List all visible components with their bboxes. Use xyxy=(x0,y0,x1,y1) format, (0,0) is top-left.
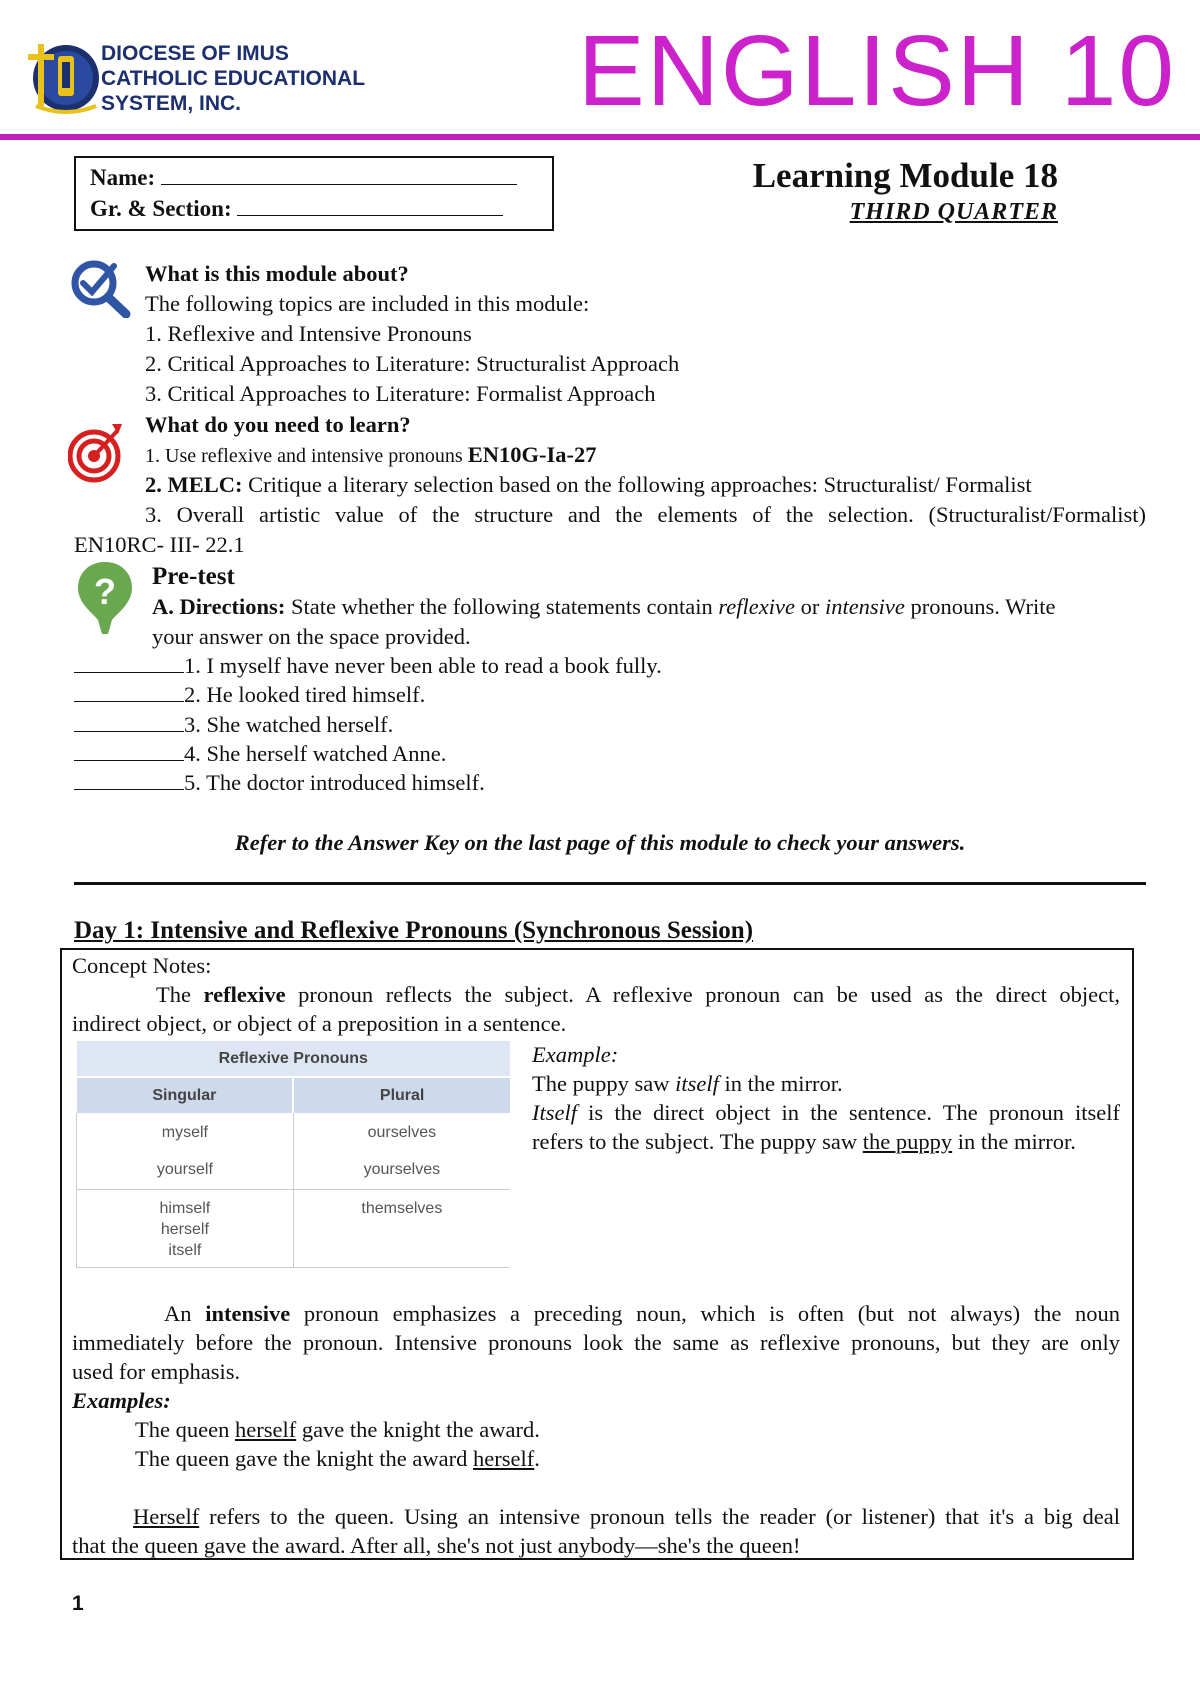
intensive-word: intensive xyxy=(824,594,905,619)
topic-item: 1. Reflexive and Intensive Pronouns xyxy=(145,321,472,346)
topic-item: 3. Critical Approaches to Literature: Formalist Approach xyxy=(145,381,656,406)
pretest-item xyxy=(74,768,485,798)
table-row xyxy=(77,1113,511,1190)
table-cell: yourself xyxy=(156,1161,213,1178)
logo xyxy=(22,34,104,114)
answer-blank[interactable] xyxy=(74,760,184,761)
learn-item-3-code: EN10RC- III- 22.1 xyxy=(74,532,245,557)
intensive-pre: An xyxy=(164,1301,206,1326)
final-text: refers to the queen. Using an intensive pronoun tells the reader (or listener) that it's a big deal xyxy=(199,1504,1120,1529)
pretest-directions-line-2: your answer on the space provided. xyxy=(152,624,471,649)
table-row xyxy=(77,1190,511,1268)
logo-line-3: SYSTEM, INC. xyxy=(101,92,242,115)
reflexive-paragraph-1 xyxy=(156,980,1120,1010)
learn-item-3: 3. Overall artistic value of the structure and the elements of the selection. (Structuralist/Formalist) xyxy=(145,502,1146,527)
pretest-item-text: 5. The doctor introduced himself. xyxy=(184,770,485,795)
intensive-example-2 xyxy=(135,1444,540,1474)
name-label: Name: xyxy=(90,165,156,190)
target-icon xyxy=(68,418,124,489)
ex1-underlined: herself xyxy=(234,1417,297,1442)
answer-blank[interactable] xyxy=(74,701,184,702)
learn-item-1-text: 1. Use reflexive and intensive pronouns xyxy=(145,445,468,467)
ex2-pre: The queen gave the knight the award xyxy=(135,1446,473,1471)
svg-text:?: ? xyxy=(94,571,116,612)
explain-post: in the mirror. xyxy=(952,1129,1076,1154)
table-cell: myself xyxy=(161,1124,208,1141)
example-label: Example: xyxy=(532,1042,619,1067)
intensive-paragraph-3: used for emphasis. xyxy=(72,1359,241,1384)
page-number: 1 xyxy=(72,1592,84,1615)
explain-text: is the direct object in the sentence. The pronoun itself xyxy=(577,1100,1120,1125)
learn-item-1-code: EN10G-Ia-27 xyxy=(467,442,597,467)
pretest-item-text: 4. She herself watched Anne. xyxy=(184,741,447,766)
ex2-post: . xyxy=(534,1446,540,1471)
directions-label: A. Directions: xyxy=(152,594,286,619)
pretest-item xyxy=(74,680,425,710)
header-divider xyxy=(0,134,1200,140)
learn-item-1 xyxy=(145,440,596,472)
about-heading: What is this module about? xyxy=(145,261,409,286)
or-word: or xyxy=(794,594,825,619)
about-intro: The following topics are included in this module: xyxy=(145,291,590,316)
pretest-item-text: 2. He looked tired himself. xyxy=(184,682,426,707)
intensive-word-bold: intensive xyxy=(205,1301,291,1326)
table-title: Reflexive Pronouns xyxy=(77,1041,511,1077)
explain-pre: refers to the subject. The puppy saw xyxy=(532,1129,863,1154)
explain-word: Itself xyxy=(532,1100,577,1125)
table-cell: ourselves xyxy=(367,1124,437,1141)
section-field[interactable] xyxy=(237,215,503,216)
intensive-example-1 xyxy=(135,1415,540,1445)
examples-label: Examples: xyxy=(72,1388,171,1413)
example-explain-2 xyxy=(532,1127,1076,1157)
subject-title: ENGLISH 10 xyxy=(578,15,1177,127)
example-sentence xyxy=(532,1069,843,1099)
pretest-directions xyxy=(152,592,1055,622)
reflexive-word: reflexive xyxy=(718,594,795,619)
pretest-item xyxy=(74,739,446,769)
example-pre: The puppy saw xyxy=(532,1071,676,1096)
answer-blank[interactable] xyxy=(74,672,184,673)
ex1-post: gave the knight the award. xyxy=(296,1417,540,1442)
topic-item: 2. Critical Approaches to Literature: Structuralist Approach xyxy=(145,351,680,376)
section-divider xyxy=(74,882,1146,885)
magnifier-check-icon xyxy=(70,258,132,323)
student-info-box xyxy=(74,156,554,231)
section-label: Gr. & Section: xyxy=(90,196,232,221)
example-explain-1 xyxy=(532,1098,1120,1128)
col-plural: Plural xyxy=(379,1086,425,1104)
logo-text xyxy=(101,41,365,116)
table-cell: itself xyxy=(168,1242,202,1259)
reflexive-pronouns-table xyxy=(76,1041,510,1268)
day1-title: Day 1: Intensive and Reflexive Pronouns (Synchronous Session) xyxy=(74,917,754,944)
example-word: itself xyxy=(675,1071,719,1096)
reflexive-post: pronoun reflects the subject. A reflexive pronoun can be used as the direct object, xyxy=(285,982,1120,1007)
pretest-item xyxy=(74,651,662,681)
final-paragraph-2: that the queen gave the award. After all, she's not just anybody—she's the queen! xyxy=(72,1533,801,1558)
pretest-item-text: 3. She watched herself. xyxy=(184,712,394,737)
table-cell: yourselves xyxy=(363,1161,441,1178)
reflexive-paragraph-2: indirect object, or object of a preposition in a sentence. xyxy=(72,1011,567,1036)
intensive-paragraph-2: immediately before the pronoun. Intensive pronouns look the same as reflexive pronouns, but they are only xyxy=(72,1330,1120,1355)
melc-label: 2. MELC: xyxy=(145,472,243,497)
table-cell: themselves xyxy=(361,1200,443,1217)
pretest-heading: Pre-test xyxy=(152,563,235,590)
learn-heading: What do you need to learn? xyxy=(145,412,411,437)
final-paragraph-1 xyxy=(133,1502,1120,1532)
example-post: in the mirror. xyxy=(718,1071,843,1096)
directions-text-end: pronouns. Write xyxy=(904,594,1056,619)
diocese-seal-icon xyxy=(22,34,104,114)
module-title: Learning Module 18 xyxy=(752,156,1058,195)
answer-key-note: Refer to the Answer Key on the last page of this module to check your answers. xyxy=(234,830,966,855)
col-singular: Singular xyxy=(77,1077,294,1113)
concept-label: Concept Notes: xyxy=(72,953,212,978)
directions-text: State whether the following statements contain xyxy=(285,594,719,619)
table-cell: herself xyxy=(160,1221,209,1238)
question-mark-icon xyxy=(76,560,134,641)
logo-line-2: CATHOLIC EDUCATIONAL xyxy=(101,67,366,90)
logo-line-1: DIOCESE OF IMUS xyxy=(101,42,289,65)
pretest-item-text: 1. I myself have never been able to read a book fully. xyxy=(184,653,662,678)
table-cell: himself xyxy=(159,1200,211,1217)
intensive-post: pronoun emphasizes a preceding noun, which is often (but not always) the noun xyxy=(290,1301,1120,1326)
melc-text: Critique a literary selection based on the following approaches: Structuralist/ Formalist xyxy=(242,472,1032,497)
learn-item-2 xyxy=(145,470,1032,500)
final-underlined: Herself xyxy=(133,1504,200,1529)
intensive-paragraph-1 xyxy=(164,1299,1120,1329)
reflexive-word-bold: reflexive xyxy=(203,982,286,1007)
explain-underlined: the puppy xyxy=(862,1129,953,1154)
answer-blank[interactable] xyxy=(74,789,184,790)
quarter-label: THIRD QUARTER xyxy=(849,199,1058,225)
answer-blank[interactable] xyxy=(74,731,184,732)
ex1-pre: The queen xyxy=(135,1417,235,1442)
pretest-item xyxy=(74,710,393,740)
ex2-underlined: herself xyxy=(473,1446,535,1471)
name-field[interactable] xyxy=(161,184,517,185)
reflexive-pre: The xyxy=(156,982,204,1007)
